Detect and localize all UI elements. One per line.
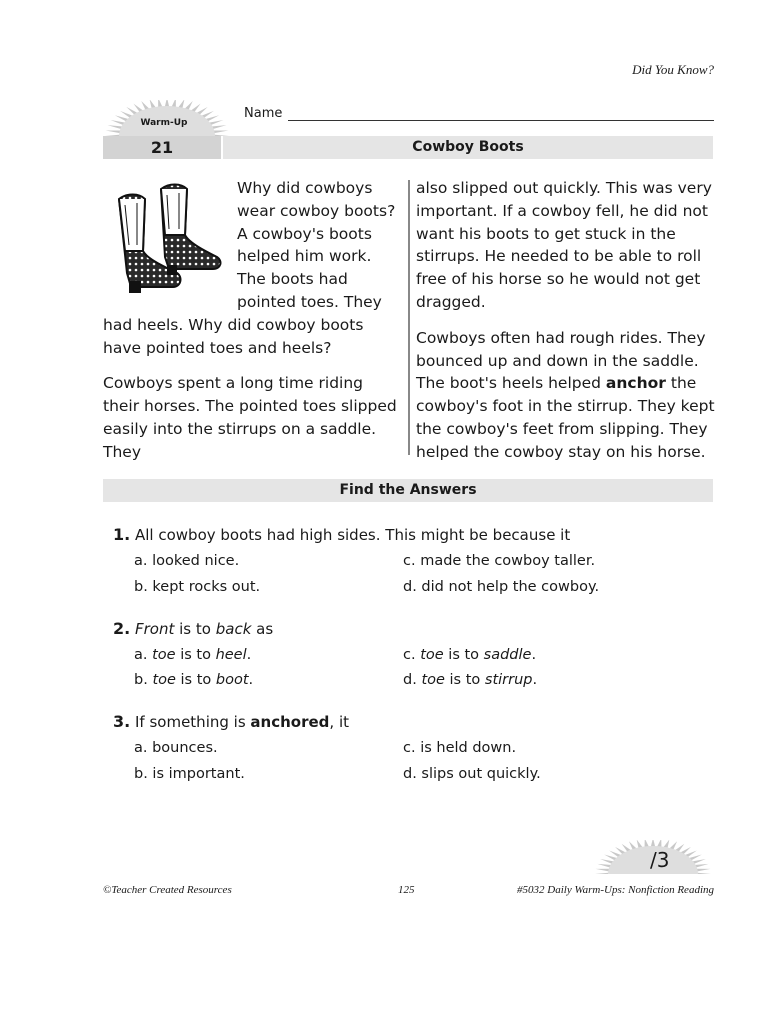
warmup-label: Warm-Up: [140, 118, 188, 128]
q3-option-a[interactable]: a. bounces.: [134, 740, 218, 756]
name-label: Name: [244, 106, 283, 121]
q2-option-d[interactable]: d. toe is to stirrup.: [403, 672, 538, 688]
question-3: 3. If something is anchored, it: [113, 712, 349, 731]
score-box: /3: [650, 848, 670, 872]
q1-option-c[interactable]: c. made the cowboy taller.: [403, 553, 596, 569]
name-input-line[interactable]: [288, 120, 714, 121]
q2-option-c[interactable]: c. toe is to saddle.: [403, 647, 537, 663]
q1-option-a[interactable]: a. looked nice.: [134, 553, 240, 569]
q3-option-c[interactable]: c. is held down.: [403, 740, 517, 756]
warmup-number: 21: [150, 138, 174, 157]
q1-option-b[interactable]: b. kept rocks out.: [134, 579, 261, 595]
footer-book-title: #5032 Daily Warm-Ups: Nonfiction Reading: [517, 884, 714, 896]
q3-option-d[interactable]: d. slips out quickly.: [403, 766, 541, 782]
passage-paragraph: Cowboys often had rough rides. They bounced up and down in the saddle. The boot's heels helped anchor the cowboy's foot in the stirrup. They kept the cowboy's feet from slipping. They helped the cowboy stay on his horse.: [416, 328, 715, 461]
passage-left-column: [103, 177, 403, 464]
question-1: 1. All cowboy boots had high sides. This might be because it: [113, 525, 571, 544]
footer-copyright: ©Teacher Created Resources: [103, 884, 232, 896]
passage-paragraph: Cowboys spent a long time riding their horses. The pointed toes slipped easily into the stirrups on a saddle. They: [103, 374, 397, 461]
q2-option-b[interactable]: b. toe is to boot.: [134, 672, 254, 688]
passage-paragraph: Why did cowboys wear cowboy boots? A cowboy's boots helped him work. The boots had pointed toes. They had heels. Why did cowboy boots have pointed toes and heels?: [103, 179, 396, 357]
passage-paragraph: also slipped out quickly. This was very important. If a cowboy fell, he did not want his boots to get stuck in the stirrups. He needed to be able to roll free of his horse so he would not get dragged.: [416, 179, 712, 311]
q1-option-d[interactable]: d. did not help the cowboy.: [403, 579, 600, 595]
q2-option-a[interactable]: a. toe is to heel.: [134, 647, 252, 663]
footer-page-number: 125: [398, 884, 415, 896]
column-divider: [408, 180, 410, 455]
q3-option-b[interactable]: b. is important.: [134, 766, 245, 782]
question-2: 2. Front is to back as: [113, 619, 274, 638]
vocab-word-anchor: anchor: [605, 374, 666, 393]
section-header: Did You Know?: [632, 62, 714, 77]
passage-right-column: [416, 177, 716, 464]
answers-heading: Find the Answers: [339, 482, 477, 498]
cowboy-boots-icon: [109, 177, 227, 297]
passage-title: Cowboy Boots: [412, 139, 524, 155]
